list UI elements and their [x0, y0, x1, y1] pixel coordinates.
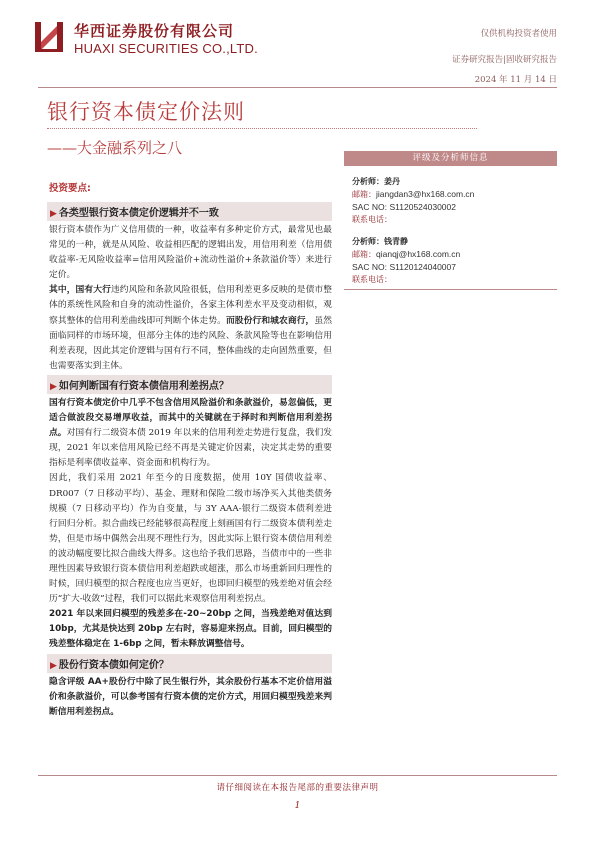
sac-label: SAC NO:: [352, 262, 387, 272]
phone-label: 联系电话：: [352, 275, 392, 284]
key-points-sections: [47, 202, 332, 720]
section-heading-text: 股份行资本债如何定价？: [58, 659, 169, 671]
body-paragraph: [47, 471, 332, 607]
section-heading: [47, 202, 332, 221]
company-name-en: HUAXI SECURITIES CO.,LTD.: [74, 41, 258, 56]
body-paragraph: [47, 607, 332, 652]
section-heading: [47, 654, 332, 673]
analyst-role-label: 分析师：: [352, 237, 384, 246]
section-heading-text: 各类型银行资本债定价逻辑并不一致: [58, 208, 219, 219]
body-text: 因此，我们采用 2021 年至今的日度数据，使用 10Y 国债收益率、DR007（7 日移动平均）、基金、理财和保险二级市场净买入其他类债务规模（7 日移动平均）作为自变量，与 3Y AAA-银行二级资本债利差进行回归分析。拟合曲线已经能够很高程度上刻画国有行二级资本债利差走势，但是市场中偶然会出现不理性行为，因此实际上银行资本债信用利差的波动幅度要比拟合曲线大得多。这也给予我们思路，当债市中的一些非理性因素导致银行资本债信用利差超跌或超涨，那么市场重新回归理性的时候，回归模型的拟合程度也应当更好，也即回归模型的残差绝对值会经历“扩大-收敛”过程，我们可以据此来观察信用利差拐点。: [49, 473, 332, 605]
analyst-role-label: 分析师：: [352, 177, 384, 186]
body-text: 对国有行二级资本债 2019 年以来的信用利差走势进行复盘，我们发现，2021 年以来信用风险已经不再是关键定价因素，决定其走势的重要指标是利率债收益率、资金面和机构行为。: [49, 428, 332, 469]
report-date: 2024 年 11 月 14 日: [474, 75, 557, 85]
triangle-bullet-icon: ▶: [50, 660, 57, 671]
analyst-name: 姜丹: [384, 177, 400, 186]
analyst-email: qianqj@hx168.com.cn: [376, 249, 461, 259]
report-subtitle: ——大金融系列之八: [47, 139, 183, 157]
footer-divider: [38, 775, 557, 776]
analyst-card: [352, 236, 557, 286]
header-divider: [38, 87, 557, 88]
section-heading-text: 如何判断国有行资本债信用利差拐点？: [58, 380, 229, 392]
body-text: 虽然面临同样的市场环境，但部分主体的违约风险、条款风险等也在影响信用利差表现，因此其定价逻辑与国有行不同，整体曲线的走向固然重要，但也需要落实到主体。: [49, 315, 333, 371]
email-label: 邮箱：: [352, 250, 376, 259]
key-points: [47, 180, 332, 720]
email-label: 邮箱：: [352, 190, 376, 199]
sidebar-title: 评级及分析师信息: [344, 151, 557, 166]
body-paragraph: [47, 283, 332, 374]
body-text: 违约风险和条款风险很低，信用利差更多反映的是债市整体的系统性风险和自身的流动性溢价，各家主体利差水平及变动相似，观察其整体的信用利差曲线即可判断个体走势。: [49, 285, 333, 326]
sac-label: SAC NO:: [352, 202, 387, 212]
emphasis-text: 而股份行和城农商行，: [225, 315, 315, 326]
analyst-name: 钱青静: [384, 237, 408, 246]
report-type: 证券研究报告|固收研究报告: [452, 55, 557, 65]
analyst-email: jiangdan3@hx168.com.cn: [376, 189, 475, 199]
phone-label: 联系电话：: [352, 215, 392, 224]
body-text: 银行资本债作为广义信用债的一种，收益率有多种定价方式，最常见也最常见的一种，就是从风险、收益相匹配的逻辑出发，用信用利差（信用债收益率-无风险收益率=信用风险溢价+流动性溢价+条款溢价等）来进行定价。: [49, 225, 332, 281]
title-divider: [47, 128, 477, 129]
triangle-bullet-icon: ▶: [50, 209, 57, 219]
emphasis-text: 其中，国有大行: [49, 285, 111, 296]
company-name-cn: 华西证券股份有限公司: [74, 22, 235, 40]
section-heading: [47, 375, 332, 394]
key-points-title: 投资要点:: [49, 183, 91, 194]
emphasis-text: 国有行资本债定价中几乎不包含信用风险溢价和条款溢价，易忽偏低，更适合做波段交易增厚收益，而其中的关键就在于择时和判断信用利差拐点。: [49, 397, 332, 439]
body-paragraph: [47, 223, 332, 283]
huaxi-logo-icon: [34, 20, 64, 54]
sidebar-divider: [344, 289, 557, 290]
page-number: 1: [294, 801, 301, 811]
analyst-sidebar: [344, 151, 557, 290]
report-title: 银行资本债定价法则: [47, 100, 245, 124]
analyst-card: [352, 176, 557, 226]
legal-disclaimer: 请仔细阅读在本报告尾部的重要法律声明: [216, 783, 379, 793]
body-paragraph: [47, 396, 332, 471]
sac-number: S1120524030002: [389, 202, 456, 212]
emphasis-text: 隐含评级 AA+股份行中除了民生银行外，其余股份行基本不定价信用溢价和条款溢价，可以参考国有行资本债的定价方式，用回归模型残差来判断信用利差拐点。: [49, 676, 332, 717]
analyst-list: [344, 176, 557, 286]
body-paragraph: [47, 675, 332, 720]
sac-number: S1120124040007: [389, 262, 456, 272]
triangle-bullet-icon: ▶: [50, 381, 57, 392]
audience-note: 仅供机构投资者使用: [480, 29, 557, 39]
emphasis-text: 2021 年以来回归模型的残差多在-20~20bp 之间，当残差绝对值达到 10bp，尤其是快达到 20bp 左右时，容易迎来拐点。目前，回归模型的残差整体稳定在 1-6bp 之间，暂未释放调整信号。: [49, 609, 332, 650]
